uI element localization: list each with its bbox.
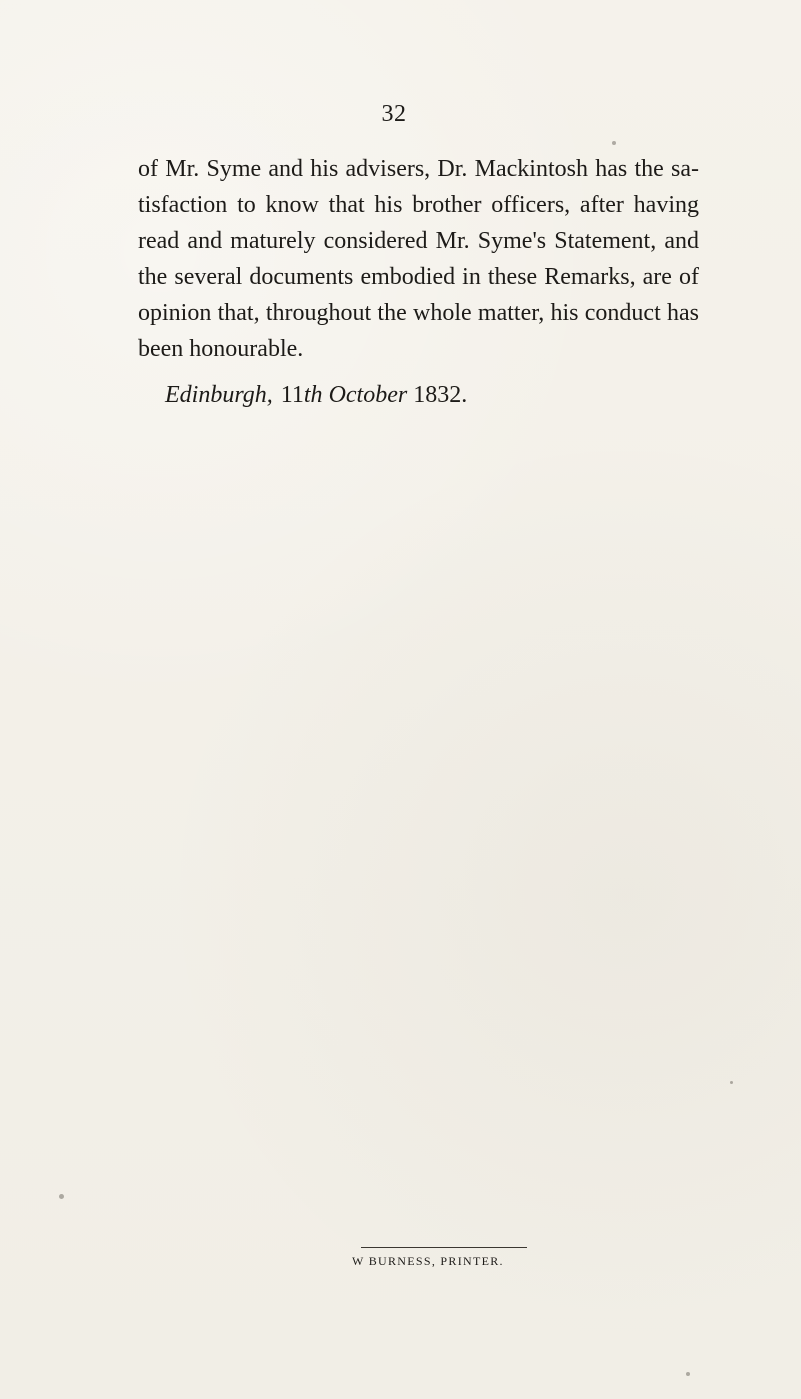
- printer-rule: [361, 1247, 527, 1248]
- page-number: 32: [381, 101, 407, 127]
- paper-speck: [612, 141, 616, 145]
- text-line-6: been honourable.: [138, 336, 304, 362]
- paper-speck: [59, 1194, 64, 1199]
- body-paragraph: [138, 151, 699, 367]
- paper-speck: [730, 1081, 733, 1084]
- signoff-day-suffix: th: [303, 382, 323, 408]
- text-line-5: opinion that, throughout the whole matter, his conduct has: [138, 300, 699, 326]
- text-line-4: the several documents embodied in these Remarks, are of: [138, 264, 699, 290]
- signoff-place: Edinburgh,: [165, 382, 273, 408]
- signoff-year: 1832.: [413, 382, 468, 408]
- text-line-1: of Mr. Syme and his advisers, Dr. Mackintosh has the sa-: [138, 156, 699, 182]
- paper-speck: [686, 1372, 690, 1376]
- place-and-date: [165, 379, 467, 411]
- printer-imprint: W BURNESS, PRINTER.: [352, 1254, 504, 1268]
- signoff-month: October: [328, 382, 408, 408]
- text-line-2: tisfaction to know that his brother officers, after having: [138, 192, 699, 218]
- signoff-day: 11: [280, 382, 304, 408]
- text-line-3: read and maturely considered Mr. Syme's Statement, and: [138, 228, 699, 254]
